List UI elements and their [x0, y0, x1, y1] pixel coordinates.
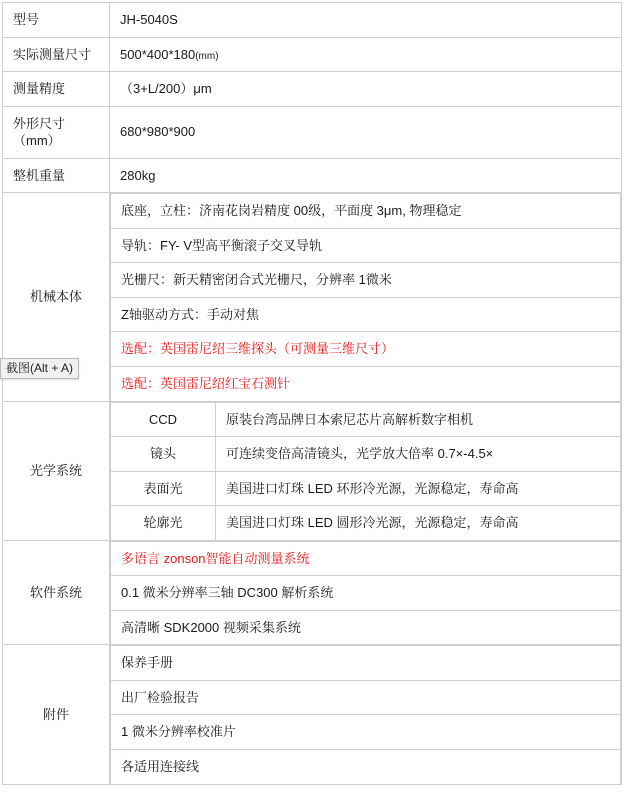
- sub-value-cell: [216, 506, 621, 540]
- list-item-text: 导轨：FY- V型高平衡滚子交叉导轨: [121, 237, 323, 253]
- row-value-cell: [110, 158, 622, 193]
- row-value: JH-5040S: [120, 12, 178, 27]
- sub-value-cell: [216, 471, 621, 506]
- group-label-mechanical: 机械本体: [29, 289, 82, 305]
- sub-label-text: 表面光: [143, 480, 183, 496]
- list-item-text: 0.1 微米分辨率三轴 DC300 解析系统: [121, 585, 334, 601]
- table-row-software: [3, 540, 622, 645]
- row-value-text: 500*400*180: [120, 46, 196, 62]
- list-item-text: 各适用连接线: [121, 759, 200, 775]
- mechanical-list: [110, 193, 621, 400]
- list-item: [111, 750, 621, 784]
- row-label: 测量精度: [13, 81, 66, 97]
- group-label-cell-optical: [3, 401, 110, 540]
- table-row: [3, 72, 622, 107]
- software-list: [110, 541, 621, 645]
- specification-table: [2, 2, 622, 785]
- sub-label-text: 镜头: [149, 446, 176, 462]
- sub-label-text: 轮廓光: [143, 515, 183, 531]
- list-item: [111, 263, 621, 298]
- list-item-cell: [111, 194, 621, 229]
- list-item: [111, 646, 621, 681]
- row-value-unit: (mm): [195, 50, 219, 62]
- list-item: [111, 297, 621, 332]
- list-item-cell: [111, 263, 621, 298]
- row-label-cell: [3, 37, 110, 72]
- list-item: [111, 506, 621, 540]
- list-item: [111, 471, 621, 506]
- row-label: 型号: [13, 12, 40, 27]
- list-item-cell: [111, 680, 621, 715]
- sub-label-cell: [111, 506, 216, 540]
- table-row: [3, 158, 622, 193]
- row-value-cell: [110, 72, 622, 107]
- list-item-cell: [111, 576, 621, 611]
- row-value: 280kg: [120, 167, 156, 183]
- accessories-list: [110, 645, 621, 783]
- list-item: [111, 541, 621, 576]
- list-item-text-optional-probe: 选配：英国雷尼绍三维探头（可测量三维尺寸）: [121, 341, 395, 357]
- group-value-cell-software: [110, 540, 622, 645]
- group-label-optical: 光学系统: [29, 462, 82, 478]
- list-item-text: 1 微米分辨率校准片: [121, 724, 236, 740]
- list-item-cell: [111, 541, 621, 576]
- sub-value-cell: [216, 402, 621, 437]
- list-item-cell: [111, 646, 621, 681]
- group-label-software: 软件系统: [29, 584, 82, 600]
- list-item-text: 出厂检验报告: [121, 689, 200, 705]
- list-item-text: 保养手册: [121, 655, 174, 671]
- row-label: 整机重量: [13, 167, 66, 183]
- list-item: [111, 576, 621, 611]
- row-label: 实际测量尺寸: [13, 46, 92, 62]
- row-value: 680*980*900: [120, 124, 196, 140]
- list-item-cell: [111, 715, 621, 750]
- table-row-optical: [3, 401, 622, 540]
- table-row-accessories: [3, 645, 622, 784]
- sub-label-text: CCD: [148, 411, 178, 427]
- row-value: [110, 38, 621, 72]
- list-item-text: 底座，立柱：济南花岗岩精度 00级，平面度 3μm, 物理稳定: [121, 203, 462, 219]
- list-item-cell: [111, 610, 621, 644]
- list-item: [111, 194, 621, 229]
- sub-value-text: 美国进口灯珠 LED 圆形冷光源，光源稳定，寿命高: [226, 515, 519, 531]
- row-label-cell: [3, 158, 110, 193]
- table-row: [3, 106, 622, 158]
- table-row: [3, 37, 622, 72]
- optical-list: [110, 402, 621, 540]
- list-item-cell: [111, 332, 621, 367]
- sub-value-text: 可连续变倍高清镜头，光学放大倍率 0.7×-4.5×: [226, 446, 494, 462]
- group-label-cell-accessories: [3, 645, 110, 784]
- screenshot-shortcut-tooltip[interactable]: 截图(Alt + A): [0, 358, 79, 379]
- group-value-cell-mechanical: [110, 193, 622, 401]
- list-item-text: 高清晰 SDK2000 视频采集系统: [121, 619, 301, 635]
- row-label-cell: [3, 3, 110, 38]
- list-item: [111, 610, 621, 644]
- table-row: [3, 3, 622, 38]
- sub-label-cell: [111, 402, 216, 437]
- sub-value-text: 美国进口灯珠 LED 环形冷光源，光源稳定，寿命高: [226, 480, 519, 496]
- list-item-text-optional-stylus: 选配：英国雷尼绍红宝石测针: [121, 376, 291, 392]
- row-label-cell: [3, 106, 110, 158]
- list-item: [111, 402, 621, 437]
- row-value-cell: [110, 3, 622, 38]
- list-item-cell: [111, 750, 621, 784]
- sub-label-cell: [111, 471, 216, 506]
- row-label: 外形尺寸（mm）: [13, 115, 66, 149]
- list-item: [111, 680, 621, 715]
- list-item-text: 光栅尺：新天精密闭合式光栅尺，分辨率 1微米: [121, 272, 392, 288]
- group-value-cell-optical: [110, 401, 622, 540]
- sub-label-cell: [111, 437, 216, 472]
- list-item: [111, 437, 621, 472]
- list-item: [111, 367, 621, 401]
- row-value-cell: [110, 106, 622, 158]
- sub-value-cell: [216, 437, 621, 472]
- list-item-cell: [111, 297, 621, 332]
- list-item-text: Z轴驱动方式：手动对焦: [121, 306, 259, 322]
- table-row-mechanical: [3, 193, 622, 401]
- group-label-cell-software: [3, 540, 110, 645]
- row-value: （3+L/200）μm: [120, 81, 212, 97]
- sub-value-text: 原装台湾品牌日本索尼芯片高解析数字相机: [226, 411, 474, 427]
- list-item-cell: [111, 228, 621, 263]
- list-item: [111, 228, 621, 263]
- row-label-cell: [3, 72, 110, 107]
- group-label-accessories: 附件: [42, 706, 69, 722]
- group-value-cell-accessories: [110, 645, 622, 784]
- list-item-text-measuring-system: 多语言 zonson智能自动测量系统: [121, 550, 310, 566]
- list-item: [111, 715, 621, 750]
- list-item: [111, 332, 621, 367]
- list-item-cell: [111, 367, 621, 401]
- row-value-cell: [110, 37, 622, 72]
